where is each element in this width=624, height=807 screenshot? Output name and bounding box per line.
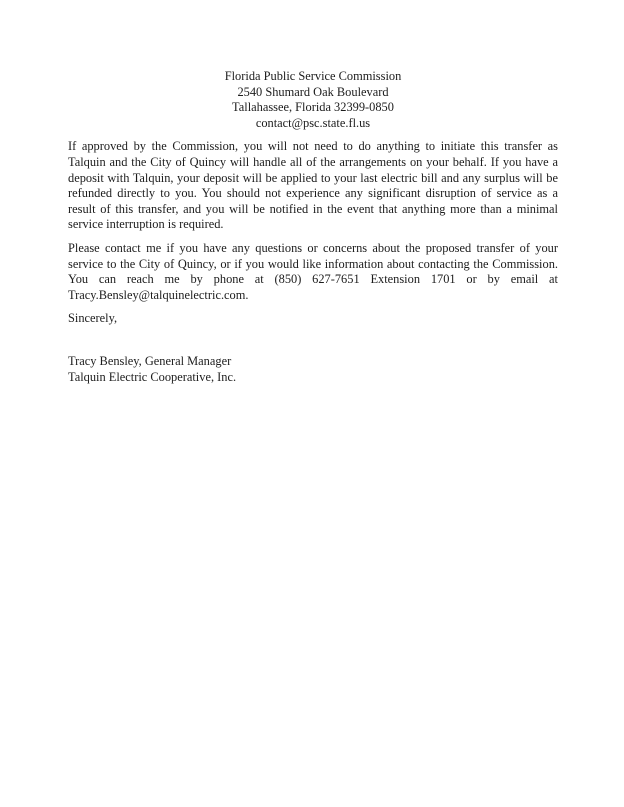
- body-paragraph-transfer-details: If approved by the Commission, you will not need to do anything to initiate this transfer as Talquin and the City of Quincy will handle all of the arrangements on your behalf. If you have a deposit with Talquin, your deposit will be applied to your last electric bill and any surplus will be refunded directly to you. You should not experience any significant disruption of service as a result of this transfer, and you will be notified in the event that anything more than a minimal service interruption is required.: [68, 139, 558, 232]
- signature-company: Talquin Electric Cooperative, Inc.: [68, 369, 237, 384]
- address-line-organization: Florida Public Service Commission: [224, 69, 402, 83]
- address-line-city-state-zip: Tallahassee, Florida 32399-0850: [232, 100, 394, 115]
- signature-name-title: Tracy Bensley, General Manager: [68, 353, 232, 368]
- signature-block: [68, 354, 558, 385]
- body-paragraph-contact-info: Please contact me if you have any questions or concerns about the proposed transfer of your service to the City of Quincy, or if you would like information about contacting the Commission. You can reach me by phone at (850) 627-7651 Extension 1701 or by email at Tracy.Bensley@talquinelectric.com.: [68, 240, 558, 302]
- address-line-street: 2540 Shumard Oak Boulevard: [237, 84, 389, 99]
- closing-salutation: Sincerely,: [68, 311, 118, 326]
- address-line-email: contact@psc.state.fl.us: [255, 115, 371, 130]
- recipient-address-block: [68, 69, 558, 131]
